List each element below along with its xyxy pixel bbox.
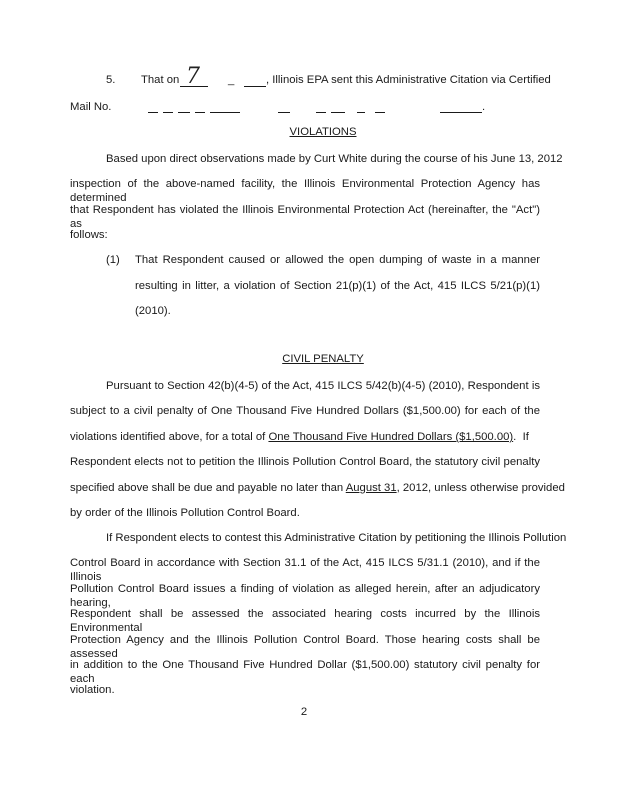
item-5-suffix: , Illinois EPA sent this Administrative Citation via Certified <box>266 74 551 86</box>
penalty-line-5-post: , 2012, unless otherwise provided <box>396 482 565 494</box>
violations-intro-line-2: inspection of the above-named facility, the Illinois Environmental Protection Agency has determined <box>70 178 540 204</box>
item-5-number: 5. <box>106 74 116 86</box>
date-blank-line-2 <box>244 86 266 87</box>
violations-intro-line-1: Based upon direct observations made by Curt White during the course of his June 13, 2012 <box>106 153 563 165</box>
penalty-p1-line-6: by order of the Illinois Pollution Control Board. <box>70 507 300 519</box>
mail-number-label: Mail No. <box>70 101 112 113</box>
page-number: 2 <box>300 706 308 718</box>
violation-item-line-2: resulting in litter, a violation of Section 21(p)(1) of the Act, 415 ILCS 5/21(p)(1) <box>135 280 540 292</box>
penalty-p1-line-5 <box>70 481 565 495</box>
penalty-p1-line-3 <box>70 430 540 444</box>
penalty-line-3-pre: violations identified above, for a total of <box>70 431 269 443</box>
penalty-p1-line-4: Respondent elects not to petition the Illinois Pollution Control Board, the statutory civil penalty <box>70 456 540 468</box>
penalty-p2-line-6: in addition to the One Thousand Five Hundred Dollar ($1,500.00) statutory civil penalty for each <box>70 659 540 685</box>
penalty-line-3-post: . If <box>513 431 529 443</box>
penalty-p2-line-4: Respondent shall be assessed the associated hearing costs incurred by the Illinois Environmental <box>70 608 540 634</box>
handwritten-date-digit: 7 <box>186 64 200 89</box>
penalty-p2-line-5: Protection Agency and the Illinois Pollution Control Board. Those hearing costs shall be assessed <box>70 634 540 660</box>
violation-item-line-1: That Respondent caused or allowed the open dumping of waste in a manner <box>135 254 540 266</box>
penalty-p1-line-1: Pursuant to Section 42(b)(4-5) of the Act, 415 ILCS 5/42(b)(4-5) (2010), Respondent is <box>106 380 540 392</box>
penalty-p2-line-7: violation. <box>70 684 115 696</box>
mail-number-end-period: . <box>482 101 486 113</box>
violations-intro-line-3: that Respondent has violated the Illinois Environmental Protection Act (hereinafter, the "Act") as <box>70 204 540 230</box>
violation-item-line-3: (2010). <box>135 305 171 317</box>
item-5-prefix: That on <box>141 74 180 86</box>
penalty-p2-line-3: Pollution Control Board issues a finding of violation as alleged herein, after an adjudicatory hearing, <box>70 583 540 609</box>
civil-penalty-heading: CIVIL PENALTY <box>282 353 364 365</box>
penalty-p1-line-2: subject to a civil penalty of One Thousand Five Hundred Dollars ($1,500.00) for each of the <box>70 405 540 417</box>
penalty-p2-line-1: If Respondent elects to contest this Administrative Citation by petitioning the Illinois Pollution <box>106 532 567 544</box>
due-date: August 31 <box>345 482 397 494</box>
total-penalty-amount: One Thousand Five Hundred Dollars ($1,500.00) <box>268 431 514 443</box>
violations-heading: VIOLATIONS <box>289 126 357 138</box>
penalty-line-5-pre: specified above shall be due and payable no later than <box>70 482 346 494</box>
penalty-p2-line-2: Control Board in accordance with Section 31.1 of the Act, 415 ILCS 5/31.1 (2010), and if the Illinois <box>70 557 540 583</box>
violation-item-number: (1) <box>106 254 120 266</box>
item-5-dash: _ <box>228 74 235 86</box>
violations-intro-line-4: follows: <box>70 229 108 241</box>
